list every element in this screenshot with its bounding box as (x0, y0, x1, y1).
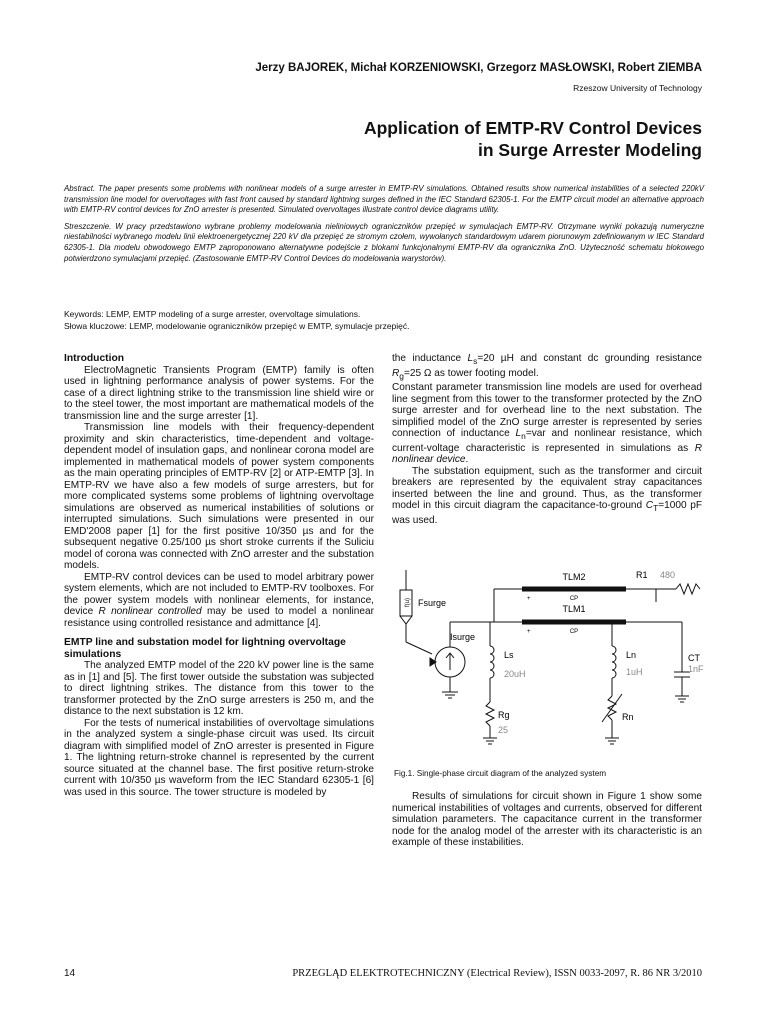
text-run: may be used to model a nonlinear resistance using controlled resistance and admittance [4]. (64, 606, 374, 629)
label-plus: + (527, 596, 531, 602)
label-tlm2: TLM2 (562, 572, 586, 582)
symbol: L (515, 428, 522, 440)
symbol-subscript: n (521, 431, 526, 442)
symbol-subscript: s (473, 356, 478, 367)
keywords-pl: Słowa kluczowe: LEMP, modelowanie ograniczników przepięć w EMTP, symulacje przepięć. (64, 320, 410, 331)
symbol: L (467, 353, 474, 364)
paragraph (392, 382, 702, 466)
label-fsurge: Fsurge (418, 598, 447, 608)
paragraph (64, 572, 374, 630)
symbol: R (392, 367, 400, 379)
paragraph: Transmission line models with their frequency-dependent proximity and skin characteristics, time-dependent and voltage-dependent model of insulation gaps, and nonlinear corona model are implemented in mathematical models of power system components as the main operating principles of EMTP-RV [2] or ATP-EMTP [3]. In EMTP-RV we have also a few models of surge arresters, but for more complicated systems some problems of lightning overvoltage simulations are observed as numerical instabilities of solutions or interrupted simulations. Such simulations were presented in our EMD'2008 paper [1] for the first positive 10/350 µs and for the subsequent negative 0.25/100 µs short stroke currents if the Suliciu model of corona was connected with ZnO arrester and the substation models. (64, 422, 374, 571)
label-ct-value: 1nF (688, 664, 704, 674)
text-run: =20 µH and constant dc grounding resistance (477, 353, 702, 364)
paragraph: The analyzed EMTP model of the 220 kV power line is the same as in [1] and [5]. The first tower outside the substation was subjected to direct lightning strikes. The distance from this tower to the transformer protected by the ZnO surge arresters is 250 m, and the distance to the next substation is 12 km. (64, 660, 374, 717)
symbol: C (645, 500, 654, 512)
label-r1: R1 (636, 570, 648, 580)
figure-caption: Fig.1. Single-phase circuit diagram of the analyzed system (394, 769, 607, 778)
inductor-ls (490, 646, 494, 678)
affiliation: Rzeszow University of Technology (573, 83, 702, 93)
label-isurge: Isurge (450, 632, 476, 642)
resistor-rg (486, 702, 494, 726)
title-line-2: in Surge Arrester Modeling (478, 140, 702, 160)
label-cp: CP (569, 629, 579, 635)
journal-footer: PRZEGLĄD ELEKTROTECHNICZNY (Electrical Review), ISSN 0033-2097, R. 86 NR 3/2010 (292, 968, 702, 979)
paragraph: For the tests of numerical instabilities of overvoltage simulations in the analyzed system a single-phase circuit was used. Its circuit diagram with simplified model of ZnO arrester is presented in Figure 1. The lightning return-stroke channel is represented by the current source situated at the channel base. The first positive return-stroke current with 10/350 µs waveform from the IEC Standard 62305-1 [6] was used in this source. The tower structure is modeled by (64, 717, 374, 798)
label-ct: CT (688, 653, 700, 663)
label-rn: Rn (622, 712, 634, 722)
keywords-block (64, 309, 704, 332)
paragraph (392, 466, 702, 527)
title-line-1: Application of EMTP-RV Control Devices (363, 118, 702, 138)
abstract-en: Abstract. The paper presents some problems with nonlinear models of a surge arrester in EMTP-RV simulations. Obtained results show numerical instabilities of a selected 220kV transmission line model for overvoltages with fast front caused by standard lightning surges defined in the IEC Standard 62305-1. For the EMTP circuit model an alternative approach with EMTP-RV control devices for ZnO arrester is presented. Simulated overvoltages illustrate control device diagrams utility. (64, 184, 704, 215)
label-fsurge-box: f(u) (405, 598, 411, 607)
text-run: the inductance (392, 353, 468, 364)
label-plus: + (527, 629, 531, 635)
label-ln: Ln (626, 650, 637, 660)
paragraph: ElectroMagnetic Transients Program (EMTP) family is often used in lightning performance analysis of power systems. For the case of a direct lightning strike to the transmission line shield wire or to the steel tower, the most important are mathematical models of the transmission line and the surge arrester [1]. (64, 364, 374, 422)
text-run: =var and nonlinear resistance, which current-voltage characteristic is represented in simulations as (392, 428, 702, 454)
right-column-continued (392, 791, 702, 849)
paragraph: Results of simulations for circuit shown in Figure 1 show some numerical instabilities of voltages and currents, observed for different simulation parameters. The capacitance current in the transformer node for the analog model of the arrester with its characteristic is an example of these instabilities. (392, 791, 702, 848)
text-run: EMTP-RV control devices can be used to model arbitrary power system elements, which are not included to EMTP-RV toolboxes. For the power system models with nonlinear elements, for instance, device (64, 571, 374, 617)
label-ls: Ls (504, 650, 514, 660)
paragraph (392, 353, 702, 382)
text-run: The substation equipment, such as the transformer and circuit breakers are represented by the equivalent stray capacitances inserted between the line and ground. Thus, as the transformer model in this circuit diagram the capacitance-to-ground (392, 465, 702, 512)
abstract-pl: Streszczenie. W pracy przedstawiono wybrane problemy modelowania nieliniowych ograniczników przepięć w symulacjach EMTP-RV. Otrzymane wyniki pokazują numeryczne niestabilności wybranego modelu linii elektroenergetycznej 220 kV dla przepięć ze stromym czołem, wywołanych standardowym udarem piorunowym zdefiniowanym w IEC Standard 62305-1. Dla modelu obwodowego EMTP zaproponowano alternatywne podejście z blokami funkcjonalnymi EMTP-RV dla ogranicznika ZnO. Użyteczność schematu blokowego potwierdzono symulacjami przepięć. (Zastosowanie EMTP-RV Control Devices do modelowania warystorów). (64, 221, 704, 263)
circuit-diagram (394, 562, 706, 762)
label-rg: Rg (498, 710, 510, 720)
wire (406, 642, 432, 654)
inductor-ln (612, 646, 616, 678)
symbol-subscript: T (653, 503, 659, 514)
text-run: =1000 pF was used. (392, 500, 702, 526)
label-rg-value: 25 (498, 725, 509, 735)
label-tlm1: TLM1 (562, 604, 586, 614)
label-r1-value: 480 (660, 570, 676, 580)
italic-term: R nonlinear controlled (98, 606, 202, 617)
symbol-subscript: g (399, 370, 404, 381)
keywords-en: Keywords: LEMP, EMTP modeling of a surge arrester, overvoltage simulations. (64, 309, 361, 319)
section-heading-introduction: Introduction (64, 353, 125, 364)
text-run: . (465, 454, 469, 466)
abstract-block (64, 184, 704, 264)
text-run: Constant parameter transmission line models are used for overhead line segment from this tower to the transformer protected by the ZnO surge arrester and for overhead line to the next substation. The simplified model of the ZnO surge arrester is represented by series connection of inductance (392, 382, 702, 440)
label-ls-value: 20uH (504, 669, 526, 679)
resistor-r1 (676, 584, 700, 594)
authors: Jerzy BAJOREK, Michał KORZENIOWSKI, Grzegorz MASŁOWSKI, Robert ZIEMBA (255, 62, 702, 74)
fsurge-pointer (400, 616, 412, 624)
page-number: 14 (64, 968, 76, 979)
paper-title (182, 117, 702, 161)
label-ln-value: 1uH (626, 667, 643, 677)
left-column (64, 353, 374, 798)
text-run: =25 Ω as tower footing model. (403, 367, 539, 379)
nonlinear-slash (602, 694, 622, 722)
section-heading-model: EMTP line and substation model for lightning overvoltage simulations (64, 637, 346, 660)
label-cp: CP (569, 596, 579, 602)
right-column (392, 353, 702, 526)
italic-term: R nonlinear device (392, 442, 702, 466)
